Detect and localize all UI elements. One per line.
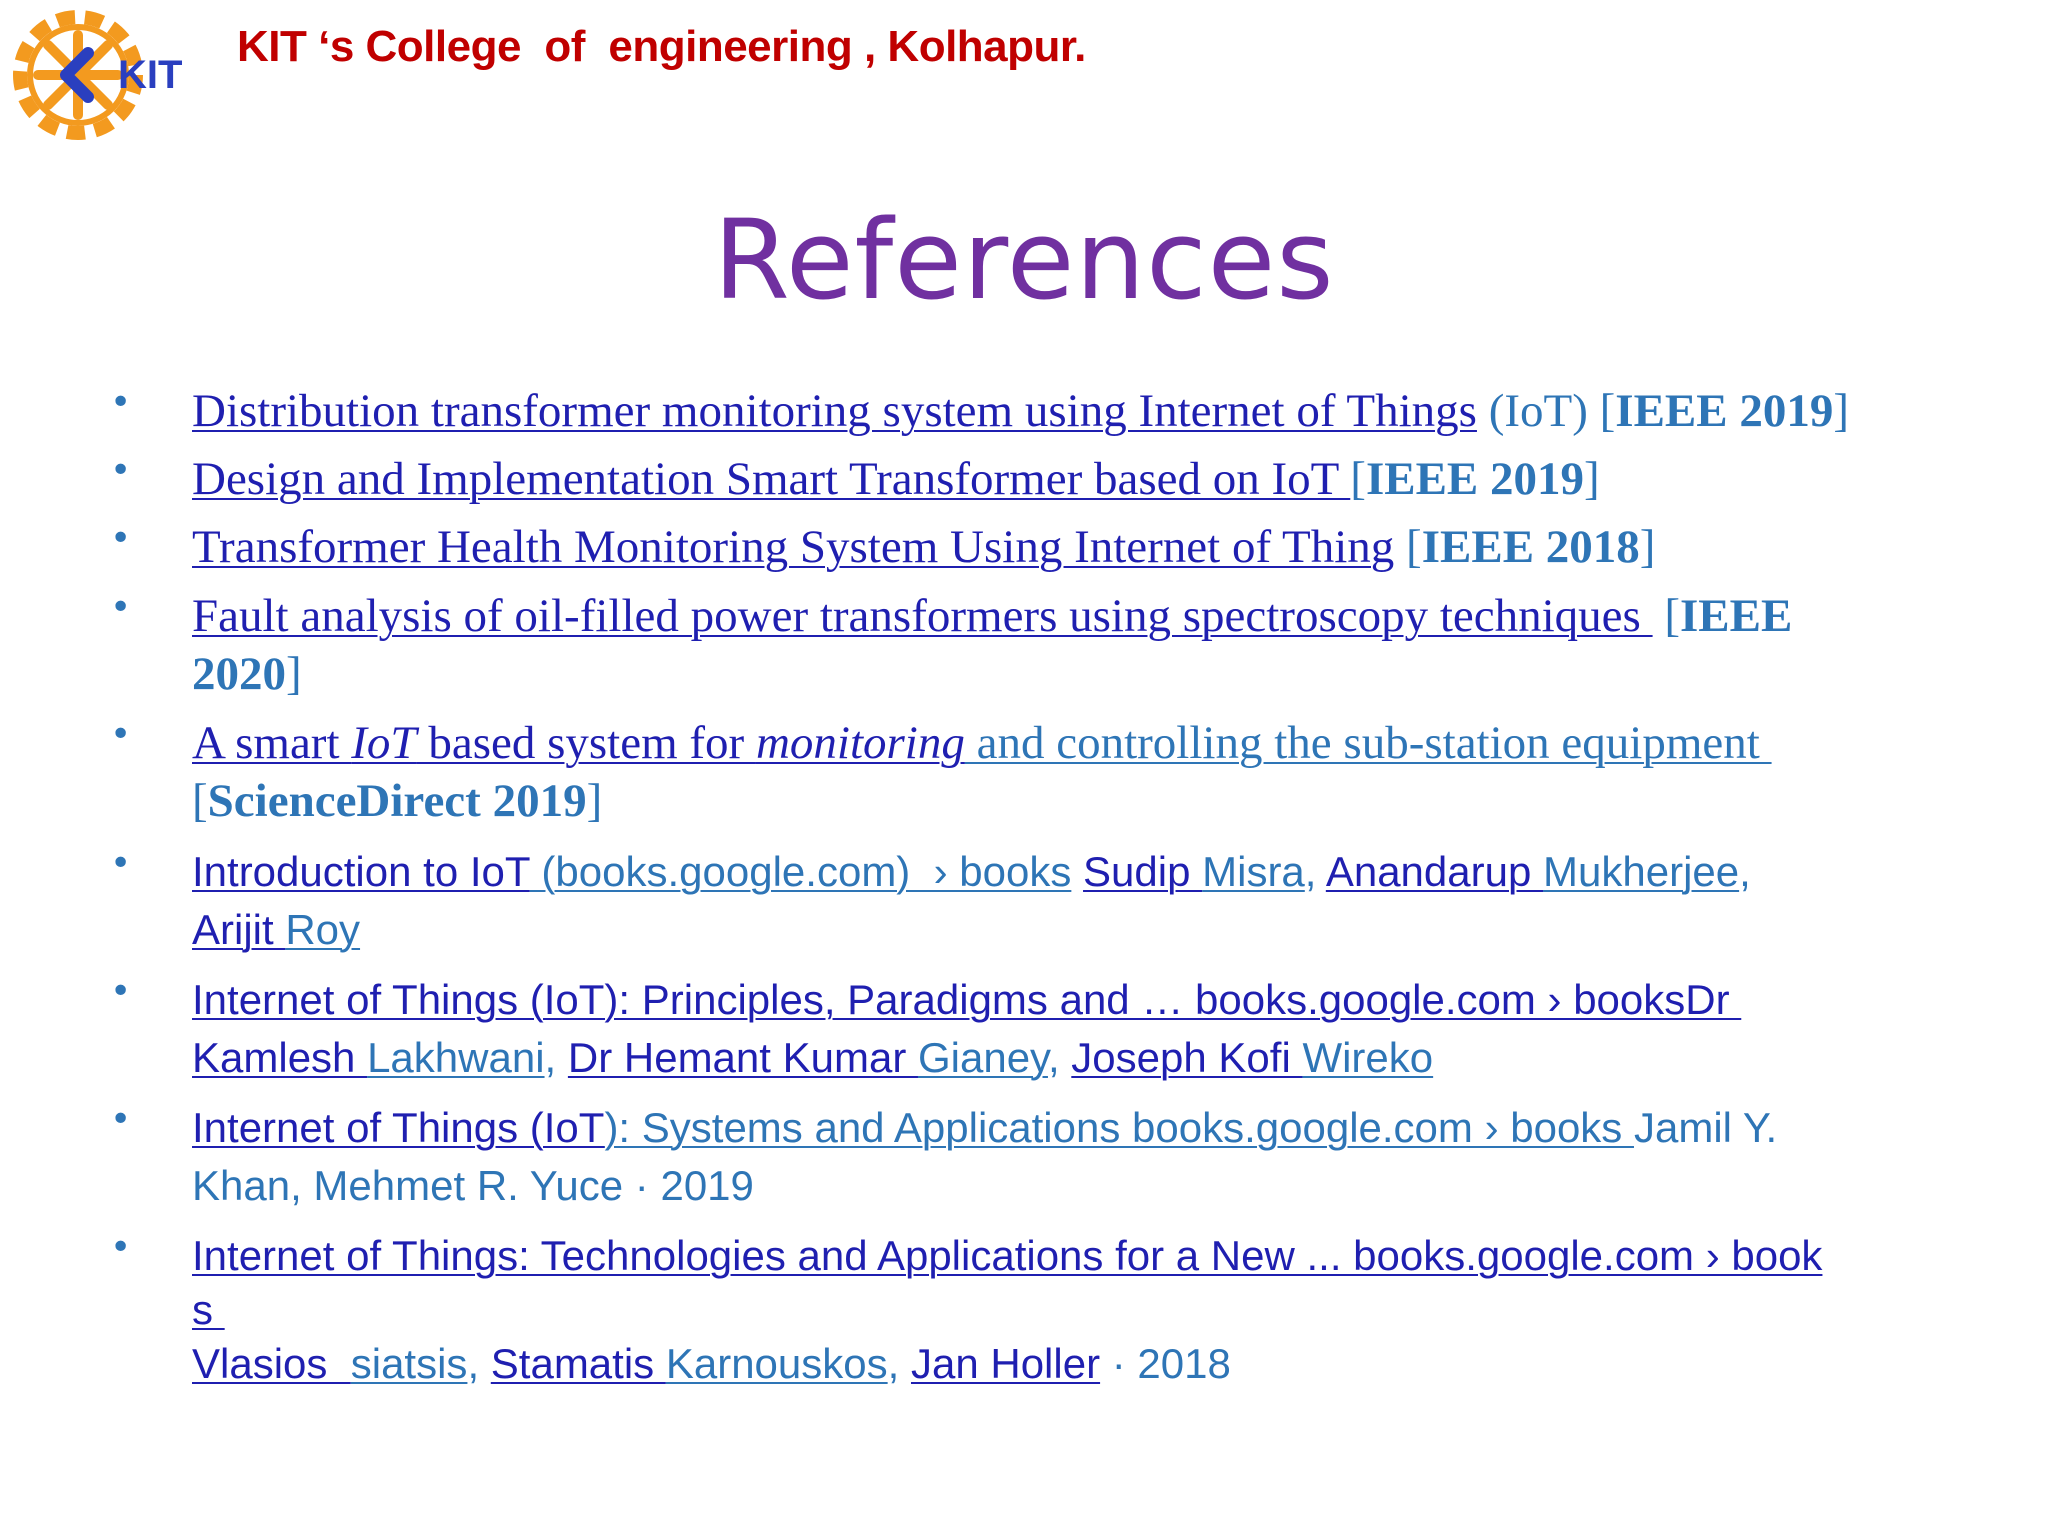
book-source-link[interactable]: (books.google.com) › books — [529, 848, 1072, 895]
reference-bracket: [ — [1350, 453, 1366, 505]
reference-venue: IEEE — [1680, 590, 1793, 642]
author-link[interactable]: Roy — [285, 906, 361, 953]
author-text: Jamil Y. — [1633, 1104, 1778, 1151]
reference-bracket: ] — [1639, 521, 1656, 573]
author-link[interactable]: Stamatis — [490, 1340, 666, 1387]
bullet-icon: • — [110, 382, 132, 423]
author-link[interactable]: siatsis — [350, 1340, 468, 1387]
reference-link[interactable]: Fault analysis of oil-filled power transformers using spectroscopy techniques — [192, 590, 1653, 642]
book-title-link[interactable]: Internet of Things (IoT): Principles, Paradigms and … books.google.com › booksDr — [192, 976, 1742, 1023]
reference-venue: IEEE 2018 — [1421, 521, 1640, 573]
author-link[interactable]: Arijit — [192, 906, 286, 953]
separator: , — [1047, 1034, 1072, 1081]
separator: , — [467, 1340, 491, 1387]
reference-link[interactable]: Transformer Health Monitoring System Using Internet of Thing — [192, 521, 1395, 573]
reference-bracket: ] — [1584, 453, 1600, 505]
reference-bracket: ] — [586, 775, 603, 827]
bullet-icon: • — [110, 843, 132, 884]
separator: , — [887, 1340, 911, 1387]
link-text: A smart — [192, 717, 352, 769]
separator: , — [1739, 848, 1751, 895]
book-source-link[interactable]: ): Systems and Applications books.google.com › books — [604, 1104, 1634, 1151]
book-title-link[interactable]: Internet of Things: Technologies and Applications for a New ... books.google.com › book — [192, 1232, 1823, 1279]
author-link[interactable]: Sudip — [1083, 848, 1203, 895]
reference-bracket: ] — [1833, 385, 1850, 437]
author-link[interactable]: Mukherjee — [1543, 848, 1740, 895]
reference-venue: ScienceDirect 2019 — [207, 775, 587, 827]
reference-link[interactable]: Design and Implementation Smart Transformer based on IoT — [192, 453, 1351, 505]
bullet-icon: • — [110, 450, 132, 491]
year-text: · 2018 — [1100, 1340, 1231, 1387]
book-title-link-continued[interactable]: s — [192, 1286, 225, 1333]
logo-text: KIT — [118, 53, 183, 97]
separator: , — [1304, 848, 1326, 895]
page-title: References — [713, 196, 1335, 324]
bullet-icon: • — [110, 971, 132, 1012]
author-link[interactable]: Joseph Kofi — [1071, 1034, 1303, 1081]
bullet-icon: • — [110, 1099, 132, 1140]
author-link[interactable]: Misra — [1202, 848, 1305, 895]
bullet-icon: • — [110, 518, 132, 559]
link-text: based system for — [416, 717, 756, 769]
reference-link-continued[interactable]: and controlling the sub-station equipment — [964, 717, 1772, 769]
spacer — [1071, 848, 1083, 895]
author-link[interactable]: Gianey — [917, 1034, 1048, 1081]
bullet-icon: • — [110, 714, 132, 755]
bullet-icon: • — [110, 1227, 132, 1268]
author-link[interactable]: Wireko — [1302, 1034, 1434, 1081]
book-title-link[interactable]: Introduction to IoT — [192, 848, 530, 895]
reference-venue: 2020 — [192, 648, 286, 700]
author-link[interactable]: Jan Holler — [910, 1340, 1101, 1387]
author-text: Khan, Mehmet R. Yuce · 2019 — [192, 1162, 754, 1209]
reference-venue: IEEE 2019 — [1615, 385, 1834, 437]
link-text: monitoring — [755, 717, 965, 769]
book-title-link[interactable]: Internet of Things (IoT — [192, 1104, 605, 1151]
author-link[interactable]: Vlasios — [192, 1340, 351, 1387]
reference-bracket: [ — [1394, 521, 1422, 573]
reference-bracket: [ — [192, 775, 208, 827]
author-link[interactable]: Karnouskos — [665, 1340, 888, 1387]
reference-link[interactable] — [192, 717, 965, 769]
author-link[interactable]: Dr Hemant Kumar — [567, 1034, 918, 1081]
college-name: KIT ‘s College of engineering , Kolhapur. — [237, 22, 1086, 71]
separator: , — [544, 1034, 568, 1081]
author-link[interactable]: Lakhwani — [367, 1034, 545, 1081]
author-link[interactable]: Anandarup — [1325, 848, 1544, 895]
author-link[interactable]: Kamlesh — [192, 1034, 368, 1081]
reference-bracket: ] — [286, 648, 302, 700]
reference-bracket: [ — [1652, 590, 1680, 642]
reference-detail: (IoT) [ — [1476, 385, 1616, 437]
reference-link[interactable]: Distribution transformer monitoring system using Internet of Things — [192, 385, 1477, 437]
link-text: IoT — [351, 717, 417, 769]
bullet-icon: • — [110, 587, 132, 628]
reference-venue: IEEE 2019 — [1365, 453, 1585, 505]
